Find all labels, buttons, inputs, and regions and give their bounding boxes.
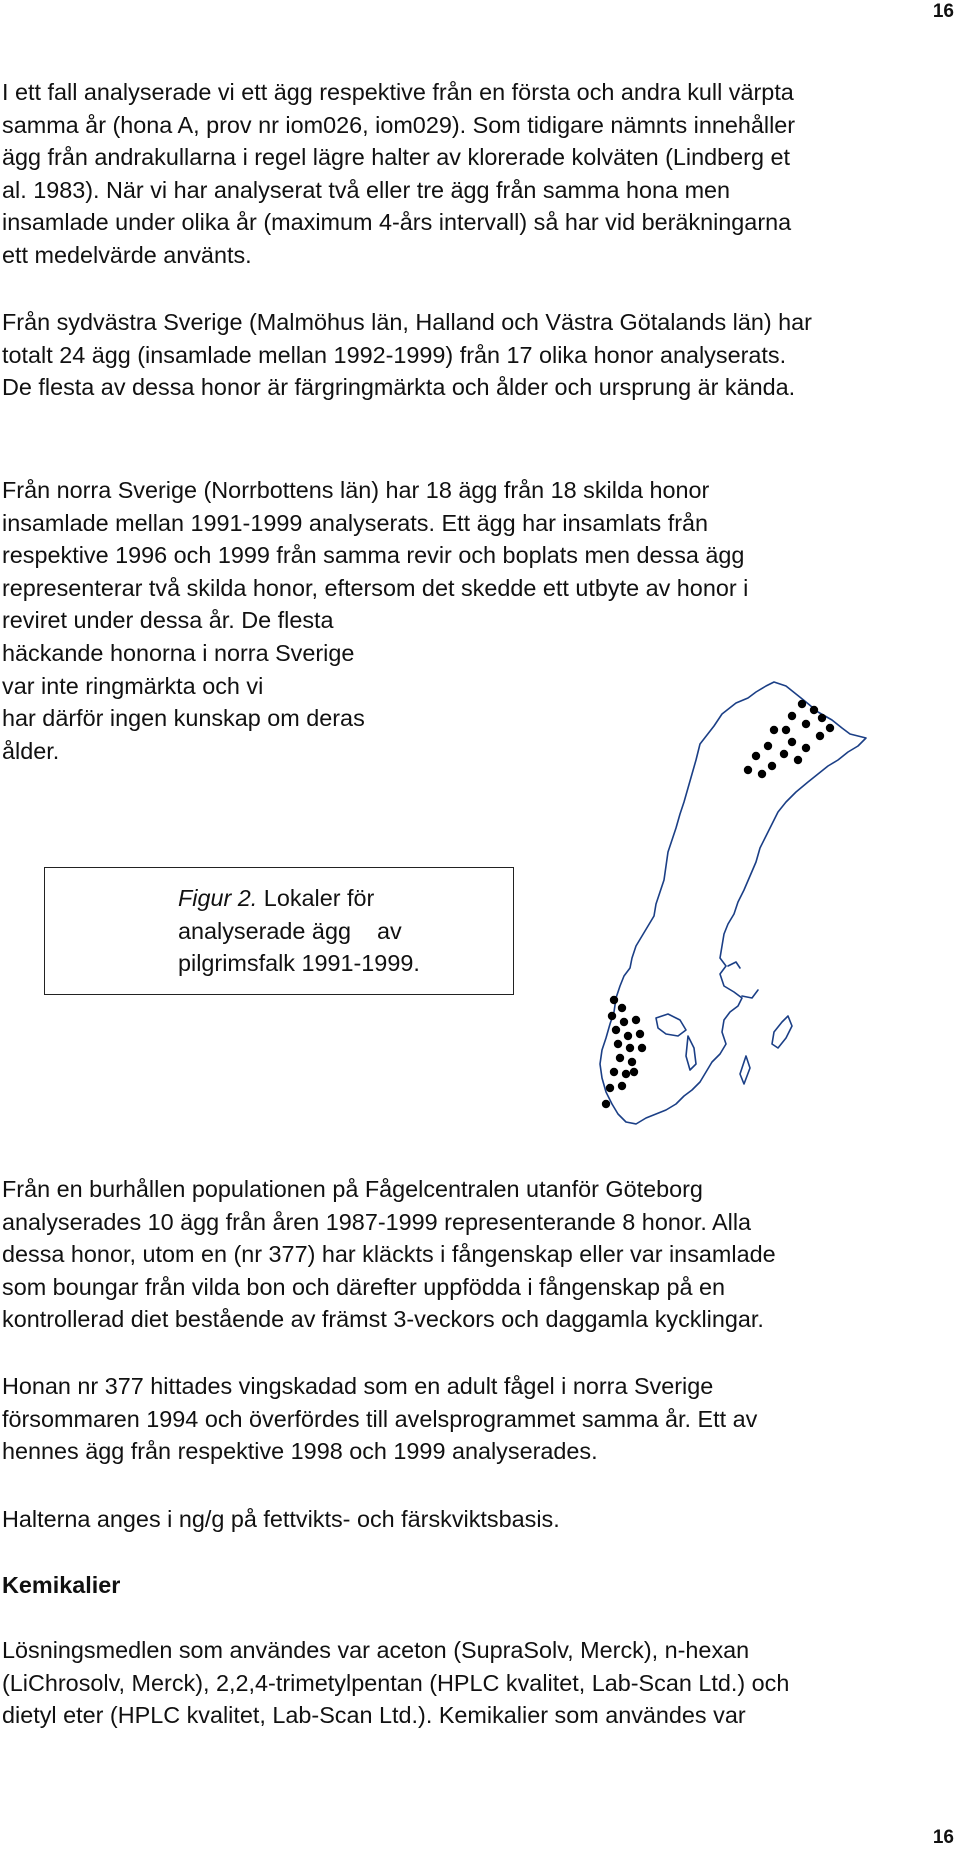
- caption-line-1: Lokaler för: [257, 885, 375, 911]
- island-gotland: [772, 1016, 792, 1048]
- coastal-islands: [728, 962, 758, 998]
- text-line: Honan nr 377 hittades vingskadad som en adult fågel i norra Sverige: [2, 1373, 714, 1399]
- text-line: representerar två skilda honor, eftersom det skedde ett utbyte av honor i: [2, 574, 749, 601]
- section-heading-kemikalier: Kemikalier: [2, 1572, 121, 1598]
- island-oland: [740, 1056, 750, 1084]
- paragraph-female-377: [2, 1370, 757, 1468]
- lake-vattern: [686, 1036, 696, 1070]
- text-line: har därför ingen kunskap om deras: [2, 705, 365, 732]
- paragraph-southwest-sweden: [2, 306, 812, 404]
- text-line: ett medelvärde använts.: [2, 241, 252, 268]
- text-line: Från norra Sverige (Norrbottens län) har 18 ägg från 18 skilda honor: [2, 477, 710, 503]
- text-line: samma år (hona A, prov nr iom026, iom029). Som tidigare nämnts innehåller: [2, 111, 796, 138]
- figure-label: Figur 2.: [178, 885, 258, 911]
- page-number-bottom: 16: [932, 1827, 954, 1848]
- text-line: dessa honor, utom en (nr 377) har kläckts i fångenskap eller var insamlade: [2, 1241, 776, 1268]
- text-line: (LiChrosolv, Merck), 2,2,4-trimetylpentan (HPLC kvalitet, Lab-Scan Ltd.) och: [2, 1669, 790, 1696]
- text-line: analyserades 10 ägg från åren 1987-1999 representerande 8 honor. Alla: [2, 1208, 752, 1235]
- paragraph-second-clutch: [2, 76, 795, 272]
- sweden-coastline: [600, 682, 866, 1124]
- paragraph-captive-population: [2, 1173, 776, 1336]
- text-line: al. 1983). När vi har analyserat två eller tre ägg från samma hona men: [2, 176, 731, 203]
- caption-line-3: pilgrimsfalk 1991-1999.: [178, 950, 420, 976]
- text-line: totalt 24 ägg (insamlade mellan 1992-1999) från 17 olika honor analyserats.: [2, 341, 787, 368]
- sample-sites-southwest: [602, 996, 646, 1108]
- text-line: Från sydvästra Sverige (Malmöhus län, Halland och Västra Götalands län) har: [2, 309, 812, 335]
- figure-caption-box: [44, 867, 514, 995]
- sample-sites-north: [744, 700, 834, 778]
- text-line: försommaren 1994 och överfördes till avelsprogrammet samma år. Ett av: [2, 1405, 758, 1432]
- text-line: I ett fall analyserade vi ett ägg respektive från en första och andra kull värpta: [2, 79, 794, 105]
- page-number-top: 16: [932, 1, 954, 22]
- text-line: var inte ringmärkta och vi: [2, 672, 264, 699]
- text-line: insamlade mellan 1991-1999 analyserats. Ett ägg har insamlats från: [2, 509, 709, 536]
- text-line: Lösningsmedlen som användes var aceton (SupraSolv, Merck), n-hexan: [2, 1637, 750, 1663]
- text-line: kontrollerad diet bestående av främst 3-veckors och daggamla kycklingar.: [2, 1306, 764, 1333]
- text-line: Från en burhållen populationen på Fågelcentralen utanför Göteborg: [2, 1176, 703, 1202]
- text-line: som boungar från vilda bon och därefter uppfödda i fångenskap på en: [2, 1273, 726, 1300]
- paragraph-solvents: [2, 1634, 789, 1732]
- text-line: insamlade under olika år (maximum 4-års intervall) så har vid beräkningarna: [2, 209, 792, 236]
- paragraph-levels-basis: [2, 1503, 560, 1536]
- text-line: reviret under dessa år. De flesta: [2, 607, 334, 634]
- lake-vanern: [656, 1014, 686, 1036]
- text-line: De flesta av dessa honor är färgringmärkta och ålder och ursprung är kända.: [2, 374, 796, 401]
- sweden-outline-map-icon: [596, 676, 902, 1132]
- text-line: dietyl eter (HPLC kvalitet, Lab-Scan Ltd.). Kemikalier som användes var: [2, 1702, 746, 1729]
- figure-caption: [178, 882, 420, 980]
- text-line: ägg från andrakullarna i regel lägre halter av klorerade kolväten (Lindberg et: [2, 144, 790, 171]
- text-line: Halterna anges i ng/g på fettvikts- och färskviktsbasis.: [2, 1506, 560, 1532]
- caption-line-2: analyserade ägg av: [178, 917, 402, 944]
- text-line: ålder.: [2, 737, 60, 764]
- text-line: häckande honorna i norra Sverige: [2, 639, 355, 666]
- text-line: respektive 1996 och 1999 från samma revir och boplats men dessa ägg: [2, 542, 745, 569]
- text-line: hennes ägg från respektive 1998 och 1999 analyserades.: [2, 1438, 598, 1465]
